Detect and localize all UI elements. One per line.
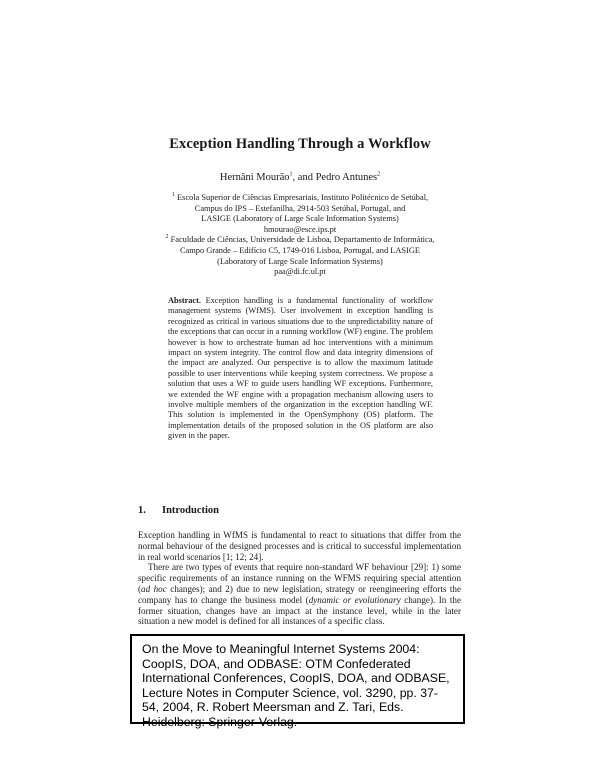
paragraph <box>138 562 461 627</box>
section-number: 1. <box>138 505 146 516</box>
section-title: Introduction <box>162 505 219 516</box>
affiliation-1 <box>160 193 440 235</box>
affiliation-mark: 2 <box>165 234 169 241</box>
section-heading <box>138 505 219 516</box>
affiliation-mark: 1 <box>171 192 175 199</box>
affiliation-2 <box>160 235 440 277</box>
text-run: There are two types of events that require non-standard WF behaviour [29]: 1) some specific requirements of an instance running on the WFMS requiring special attention ( <box>138 562 461 594</box>
citation-box: On the Move to Meaningful Internet Systems 2004: CoopIS, DOA, and ODBASE: OTM Confederated International Conferences, CoopIS, DOA, and ODBASE, Lecture Notes in Computer Science, vol. 3290, pp. 37-54, 2004, R. Robert Meersman and Z. Tari, Eds. Heidelberg: Springer-Verlag. <box>130 634 465 724</box>
emphasis: dynamic or evolutionary <box>308 594 401 605</box>
section-body <box>138 530 461 627</box>
affiliations <box>160 193 440 278</box>
author-joiner: , and <box>292 172 316 183</box>
affiliation-text: Escola Superior de Ciências Empresariais, Instituto Politécnico de Setúbal, Campus do IPS – Estefanilha, 2914-503 Setúbal, Portugal, and <box>174 193 429 213</box>
abstract-label: Abstract. <box>168 296 201 305</box>
abstract-text: Exception handling is a fundamental functionality of workflow management systems (WfMS). User involvement in exception handling is recognized as critical in various situations due to the unpredictability nature of the exceptions that can occur in a running workflow (WF) engine. The problem however is how to orchestrate human ad hoc interventions with a minimum impact on system integrity. The control flow and data integrity dimensions of the impact are analyzed. Our perspective is to allow the maximum latitude possible to user interventions while keeping system correctness. We propose a solution that uses a WF to guide users handling WF exceptions. Furthermore, we extended the WF engine with a propagation mechanism allowing users to involve multiple members of the organization in the exception handling WF. This solution is implemented in the OpenSymphony (OS) platform. The implementation details of the proposed solution in the OS platform are also given in the paper. <box>168 296 433 441</box>
emphasis: ad hoc <box>141 583 167 594</box>
affiliation-text: LASIGE (Laboratory of Large Scale Information Systems) <box>201 214 399 224</box>
paper-title: Exception Handling Through a Workflow <box>169 136 431 152</box>
author-affiliation-mark: 2 <box>377 171 381 178</box>
affiliation-text: Faculdade de Ciências, Universidade de Lisboa, Departamento de Informática, Campo Grande – Edifício C5, 1749-016 Lisboa, Portugal, and LASIGE (Laboratory of Large Scale Information Systems) <box>168 235 435 266</box>
author-affiliation-mark: 1 <box>289 171 293 178</box>
text-run: change). In the former situation, changes have an impact at the instance level, while in the later situation a new model is defined for all instances of a specific class. <box>138 594 461 627</box>
affiliation-email: hmourao@esce.ips.pt <box>263 224 337 234</box>
author-name: Pedro Antunes <box>315 172 378 183</box>
affiliation-email: paa@di.fc.ul.pt <box>274 267 326 277</box>
text-run: changes); and 2) due to new legislation, strategy or reengineering efforts the company has to change the business model ( <box>138 583 462 605</box>
paragraph: Exception handling in WfMS is fundamental to react to situations that differ from the normal behaviour of the designed processes and is critical to successful implementation in real world scenarios [1; 12; 24]. <box>138 530 461 562</box>
author-line <box>0 172 600 183</box>
abstract <box>168 296 433 442</box>
author-name: Hernâni Mourão <box>219 172 290 183</box>
